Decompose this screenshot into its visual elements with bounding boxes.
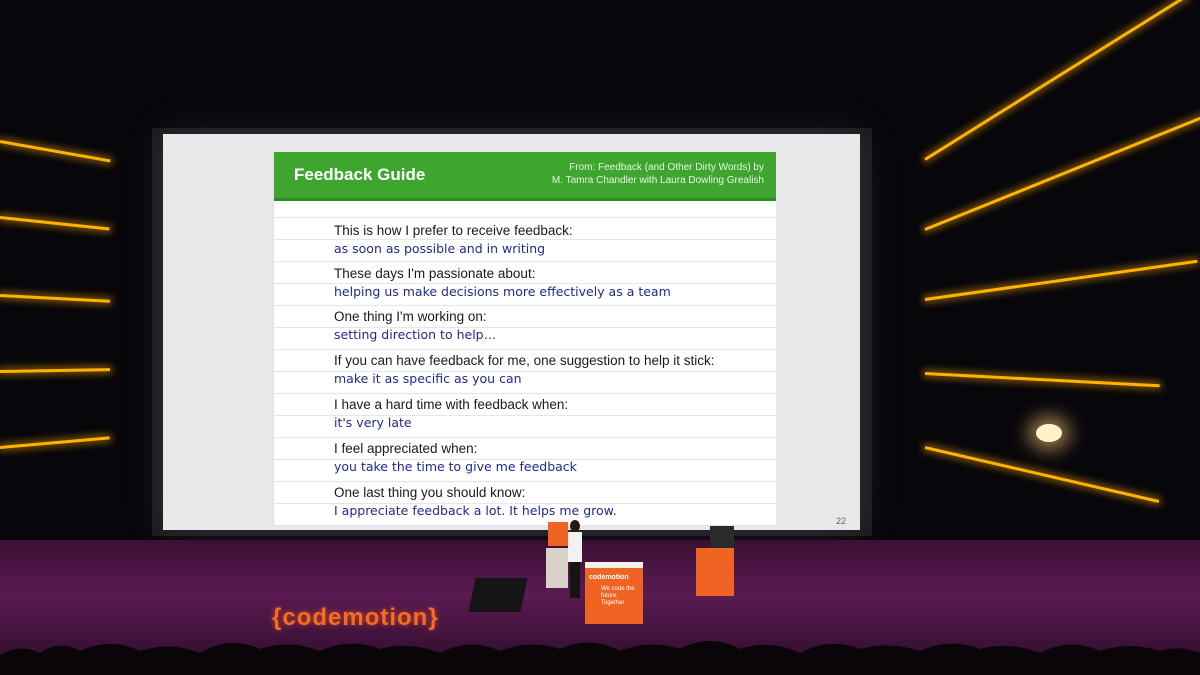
- source-line-2: M. Tamra Chandler with Laura Dowling Grealish: [551, 175, 764, 186]
- stage-box: [548, 522, 568, 546]
- speaker: [568, 520, 582, 598]
- light-bar: [0, 294, 110, 303]
- qa-item: [334, 484, 774, 520]
- light-bar: [925, 372, 1160, 387]
- question: These days I'm passionate about:: [334, 266, 536, 281]
- podium-brand: codemotion: [589, 574, 629, 581]
- slide-source: [552, 161, 764, 187]
- spotlight: [1036, 424, 1062, 442]
- answer: setting direction to help…: [334, 327, 497, 342]
- podium-slogan: We code the future. Together: [601, 586, 635, 606]
- light-bar: [925, 260, 1198, 301]
- answer: make it as specific as you can: [334, 371, 522, 386]
- qa-item: [334, 308, 774, 344]
- audience-silhouettes: [0, 625, 1200, 675]
- qa-item: [334, 222, 774, 258]
- slide-title: Feedback Guide: [294, 165, 426, 184]
- question: One thing I'm working on:: [334, 309, 487, 324]
- speaker-legs: [570, 562, 580, 598]
- source-line-1: From: Feedback (and Other Dirty Words) by: [569, 162, 764, 173]
- qa-item: [334, 265, 774, 301]
- projection-screen: [163, 134, 860, 530]
- stage-box: [696, 548, 734, 596]
- question: One last thing you should know:: [334, 485, 526, 500]
- question: If you can have feedback for me, one suggestion to help it stick:: [334, 353, 715, 368]
- qa-item: [334, 440, 774, 476]
- codemotion-logo: {codemotion}: [272, 604, 439, 631]
- qa-item: [334, 396, 774, 432]
- speaker-shirt: [568, 532, 582, 562]
- light-bar: [0, 140, 111, 162]
- answer: helping us make decisions more effectively as a team: [334, 284, 671, 299]
- light-bar: [0, 368, 110, 373]
- answer: as soon as possible and in writing: [334, 241, 546, 256]
- light-bar: [0, 216, 110, 230]
- stage-box: [546, 548, 568, 588]
- light-bar: [0, 436, 110, 449]
- qa-item: [334, 352, 774, 388]
- answer: it's very late: [334, 415, 412, 430]
- lectern: [468, 578, 527, 612]
- question: I have a hard time with feedback when:: [334, 397, 569, 412]
- slide-header: [274, 152, 776, 201]
- light-bar: [925, 446, 1160, 503]
- answer: I appreciate feedback a lot. It helps me grow.: [334, 503, 617, 518]
- answer: you take the time to give me feedback: [334, 459, 577, 474]
- question: I feel appreciated when:: [334, 441, 478, 456]
- stage-box: [710, 526, 734, 548]
- speaker-head: [570, 520, 580, 532]
- podium: [585, 562, 643, 624]
- slide-number: 22: [835, 516, 846, 526]
- slide-paper: [273, 152, 776, 526]
- question: This is how I prefer to receive feedback:: [334, 223, 573, 238]
